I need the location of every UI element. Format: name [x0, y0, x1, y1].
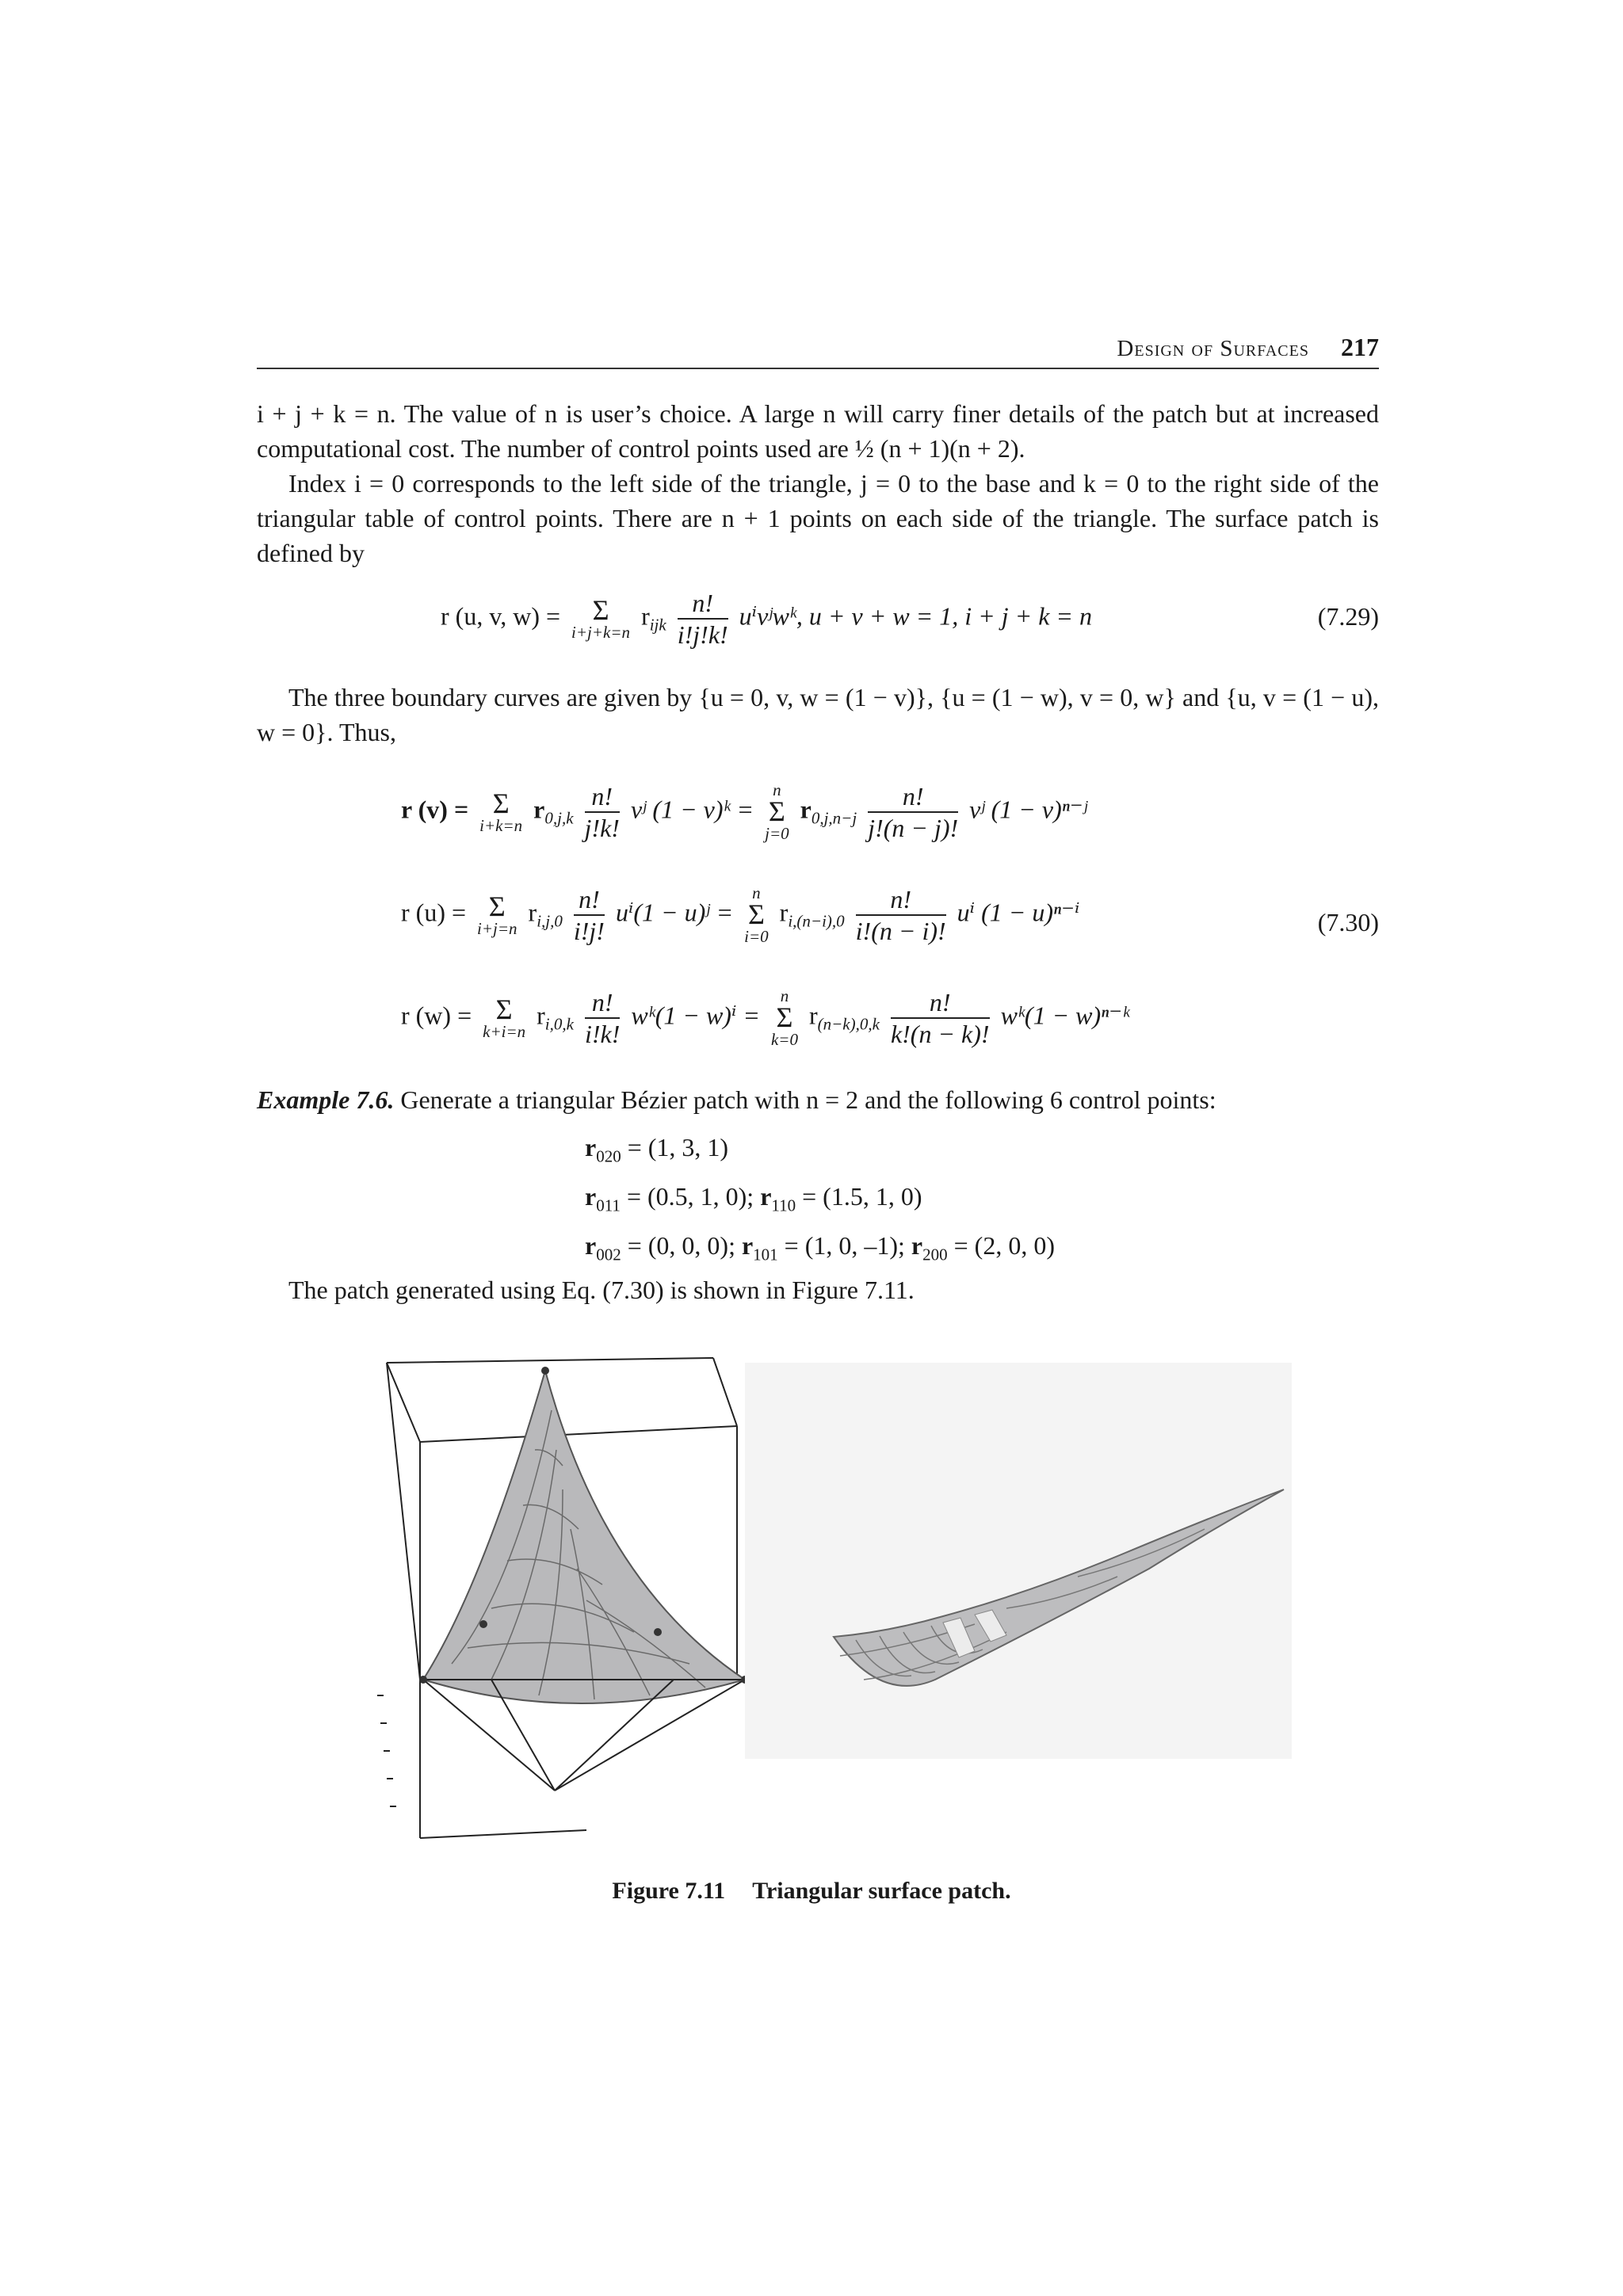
equation-r-u: r (u) = Σ i+j=n $r_{i,j,0}$ $\frac{n!}{i!j!}$ uⁱ(1 − u)ʲ = n Σ i=0 $r_{i,(n-i),0}$ $\frac{n!}{i!(n - i)!}$ uⁱ (1 − u)ⁿ⁻ⁱ — [401, 883, 1080, 946]
coef-sub: (n−k),0,k — [817, 1014, 880, 1034]
control-point-line-2 — [585, 1179, 922, 1222]
cp-value: = (1, 0, –1); — [777, 1231, 911, 1260]
sum-symbol: Σ i+j=n — [477, 891, 517, 938]
equation-r-w: r (w) = Σ k+i=n $r_{i,0,k}$ $\frac{n!}{i!k!}$ wᵏ(1 − w)ⁱ = n Σ k=0 $r_{(n-k),0,k}$ $\frac{n!}{k!(n - k)!}$ wᵏ(1 − w)ⁿ⁻ᵏ — [401, 986, 1130, 1049]
eq729-tail: uⁱvʲwᵏ, u + v + w = 1, i + j + k = n — [739, 601, 1093, 631]
figure-title: Triangular surface patch. — [752, 1878, 1011, 1904]
cp-value: = (1, 3, 1) — [621, 1133, 729, 1161]
fraction — [868, 781, 958, 843]
cp-index: 110 — [771, 1196, 796, 1215]
example-7-6 — [257, 1082, 1379, 1117]
eq729-fraction — [678, 588, 728, 650]
sum-symbol: n Σ k=0 — [770, 986, 798, 1049]
figure-label: Figure 7.11 — [612, 1878, 726, 1904]
frac-numerator: n! — [856, 884, 946, 916]
eq729-lhs: r (u, v, w) = — [441, 601, 561, 631]
equation-r-v: r (v) = Σ i+k=n $r_{0,j,k}$ $\frac{n!}{j!k!}$ vʲ (1 − v)ᵏ = n Σ j=0 $r_{0,j,n-j}$ $\frac{n!}{j!(n - j)!}$ vʲ (1 − v)ⁿ⁻ʲ — [401, 780, 1087, 843]
coef-sub: 0,j,n−j — [811, 808, 857, 828]
cp-symbol: r — [911, 1231, 923, 1260]
frac-numerator: n! — [585, 987, 620, 1019]
figure-reference-text: The patch generated using Eq. (7.30) is shown in Figure 7.11. — [288, 1276, 915, 1304]
fraction — [574, 884, 605, 946]
cp-symbol: r — [585, 1182, 597, 1211]
paragraph-1: i + j + k = n. The value of n is user’s choice. A large n will carry finer details of the patch but at increased computational cost. The number of control points used are ½ (n + 1)(n + 2). — [257, 399, 1379, 463]
cp-symbol: r — [585, 1133, 597, 1161]
equation-number-7-29: (7.29) — [1317, 602, 1379, 631]
sum-limit: k+i=n — [483, 1022, 526, 1041]
fraction — [891, 987, 990, 1049]
example-label: Example 7.6. — [257, 1085, 395, 1114]
sum-upper: n — [780, 986, 789, 1005]
sum-limit: i=0 — [744, 927, 769, 946]
frac-denominator: i!j! — [573, 917, 605, 945]
running-title: Design of Surfaces — [1117, 336, 1309, 361]
frac-numerator: n! — [891, 987, 990, 1019]
control-point-line-1 — [585, 1130, 728, 1173]
rv-lhs: r (v) = — [401, 795, 469, 824]
ru-lhs: r (u) = — [401, 898, 467, 927]
sum-limit: i+k=n — [479, 816, 523, 835]
sum-symbol: Σ k+i=n — [483, 994, 526, 1041]
cp-symbol: r — [741, 1231, 754, 1260]
frac-denominator: i!(n − i)! — [855, 917, 946, 945]
cp-value: = (0.5, 1, 0); — [620, 1182, 761, 1211]
frac-denominator: i!j!k! — [677, 620, 728, 649]
cp-index: 011 — [596, 1196, 621, 1215]
eq729-coef-sub: ijk — [649, 615, 666, 635]
sum-symbol: Σ i+j+k=n — [571, 594, 631, 642]
frac-denominator: j!k! — [584, 814, 620, 842]
frac-numerator: n! — [678, 588, 728, 620]
cp-index: 101 — [753, 1245, 778, 1264]
mid-term: wᵏ(1 − w)ⁱ = — [631, 1001, 760, 1030]
sum-symbol: n Σ j=0 — [765, 780, 789, 843]
fraction — [585, 987, 620, 1049]
patch-3d-left-image — [372, 1347, 745, 1854]
cp-value: = (0, 0, 0); — [621, 1231, 742, 1260]
fraction — [856, 884, 946, 946]
mid-term: uⁱ(1 − u)ʲ = — [615, 898, 734, 927]
example-text: Generate a triangular Bézier patch with n = 2 and the following 6 control points: — [400, 1085, 1216, 1114]
sum-limit: i+j=n — [477, 919, 517, 938]
sum-upper: n — [752, 883, 761, 902]
rw-lhs: r (w) = — [401, 1001, 472, 1030]
sum-upper: n — [773, 780, 781, 799]
equation-7-29 — [441, 588, 1092, 650]
cp-index: 002 — [596, 1245, 621, 1264]
frac-numerator: n! — [585, 781, 620, 813]
paragraph-2: Index i = 0 corresponds to the left side of the triangle, j = 0 to the base and k = 0 to the right side of the triangular table of control points. There are n + 1 points on each side of the triangle. The surface patch is defined by — [257, 469, 1379, 567]
coef-sub: i,j,0 — [537, 911, 563, 931]
tail-term: uⁱ (1 − u)ⁿ⁻ⁱ — [957, 898, 1080, 927]
cp-value: = (2, 0, 0) — [947, 1231, 1055, 1260]
sum-symbol: Σ i+k=n — [479, 788, 523, 835]
page-header — [257, 333, 1379, 369]
coef-sub: i,(n−i),0 — [788, 911, 845, 931]
frac-denominator: j!(n − j)! — [868, 814, 959, 842]
eq729-sum-limit: i+j+k=n — [571, 623, 631, 642]
tail-term: vʲ (1 − v)ⁿ⁻ʲ — [969, 795, 1087, 824]
cp-index: 020 — [596, 1146, 621, 1166]
equation-number-7-30: (7.30) — [1317, 908, 1379, 936]
cp-index: 200 — [922, 1245, 948, 1264]
sum-symbol: n Σ i=0 — [744, 883, 769, 946]
fraction — [585, 781, 620, 843]
cp-symbol: r — [760, 1182, 772, 1211]
patch-side-view-image — [745, 1363, 1292, 1759]
paragraph-3: The three boundary curves are given by {u = 0, v, w = (1 − v)}, {u = (1 − w), v = 0, w} and {u, v = (1 − u), w = 0}. Thus, — [257, 683, 1379, 746]
tail-term: wᵏ(1 − w)ⁿ⁻ᵏ — [1000, 1001, 1130, 1030]
frac-numerator: n! — [574, 884, 605, 916]
coef-sub: i,0,k — [544, 1014, 574, 1034]
sum-limit: j=0 — [765, 824, 789, 843]
sum-limit: k=0 — [770, 1030, 798, 1049]
mid-term: vʲ (1 − v)ᵏ = — [630, 795, 754, 824]
page-number: 217 — [1341, 333, 1379, 361]
frac-denominator: k!(n − k)! — [890, 1020, 990, 1048]
figure-caption — [0, 1878, 1623, 1905]
frac-denominator: i!k! — [584, 1020, 621, 1048]
control-point-line-3 — [585, 1228, 1055, 1272]
cp-value: = (1.5, 1, 0) — [796, 1182, 922, 1211]
coef-sub: 0,j,k — [544, 808, 574, 828]
frac-numerator: n! — [868, 781, 958, 813]
cp-symbol: r — [585, 1231, 597, 1260]
eq729-coef: r — [641, 601, 650, 631]
